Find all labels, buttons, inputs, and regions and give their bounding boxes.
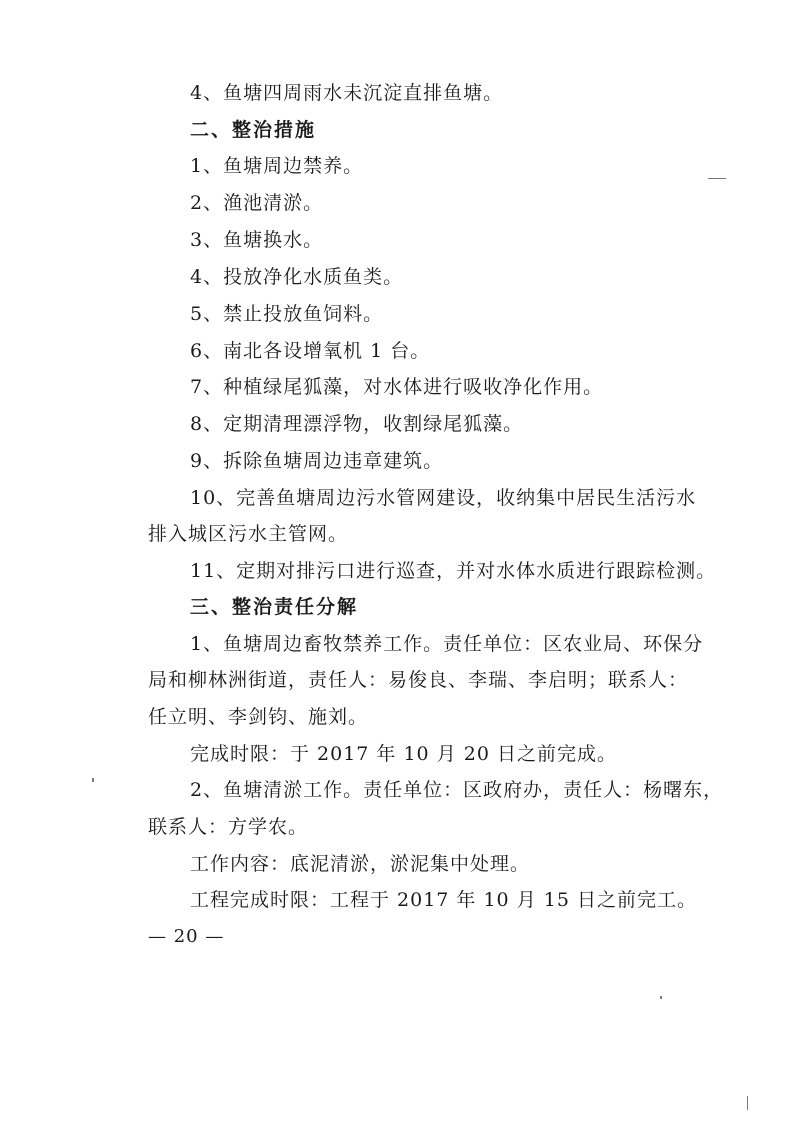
measure-3: 3、鱼塘换水。 <box>190 229 324 251</box>
measure-10-cont: 排入城区污水主管网。 <box>148 523 349 545</box>
measure-11: 11、定期对排污口进行巡查，并对水体水质进行跟踪检测。 <box>190 560 717 582</box>
measure-9: 9、拆除鱼塘周边违章建筑。 <box>190 450 444 472</box>
measure-7: 7、种植绿尾狐藻，对水体进行吸收净化作用。 <box>190 376 604 398</box>
measure-10: 10、完善鱼塘周边污水管网建设，收纳集中居民生活污水 <box>190 487 697 509</box>
scan-speck <box>747 1096 748 1110</box>
item-4-issue: 4、鱼塘四周雨水未沉淀直排鱼塘。 <box>190 82 504 104</box>
task-1-cont-2: 任立明、李剑钧、施刘。 <box>148 706 369 728</box>
measure-5: 5、禁止投放鱼饲料。 <box>190 303 384 325</box>
task-1: 1、鱼塘周边畜牧禁养工作。责任单位：区农业局、环保分 <box>190 633 704 655</box>
measure-8: 8、定期清理漂浮物，收割绿尾狐藻。 <box>190 413 524 435</box>
task-2-cont: 联系人：方学农。 <box>148 816 309 838</box>
scan-speck <box>708 178 726 179</box>
task-2-content: 工作内容：底泥清淤，淤泥集中处理。 <box>190 853 531 875</box>
section-2-heading: 二、整治措施 <box>190 119 317 141</box>
measure-1: 1、鱼塘周边禁养。 <box>190 155 364 177</box>
task-2: 2、鱼塘清淤工作。责任单位：区政府办，责任人：杨曙东， <box>190 779 724 801</box>
task-1-cont-1: 局和柳林洲街道，责任人：易俊良、李瑞、李启明；联系人： <box>148 669 689 691</box>
section-3-heading: 三、整治责任分解 <box>190 596 359 618</box>
page-number: — 20 — <box>148 926 225 947</box>
scan-speck <box>660 996 662 999</box>
task-1-deadline: 完成时限：于 2017 年 10 月 20 日之前完成。 <box>190 743 617 765</box>
scan-speck <box>92 778 94 782</box>
measure-6: 6、南北各设增氧机 1 台。 <box>190 340 431 362</box>
task-2-deadline: 工程完成时限：工程于 2017 年 10 月 15 日之前完工。 <box>190 889 697 911</box>
measure-4: 4、投放净化水质鱼类。 <box>190 266 404 288</box>
measure-2: 2、渔池清淤。 <box>190 192 324 214</box>
